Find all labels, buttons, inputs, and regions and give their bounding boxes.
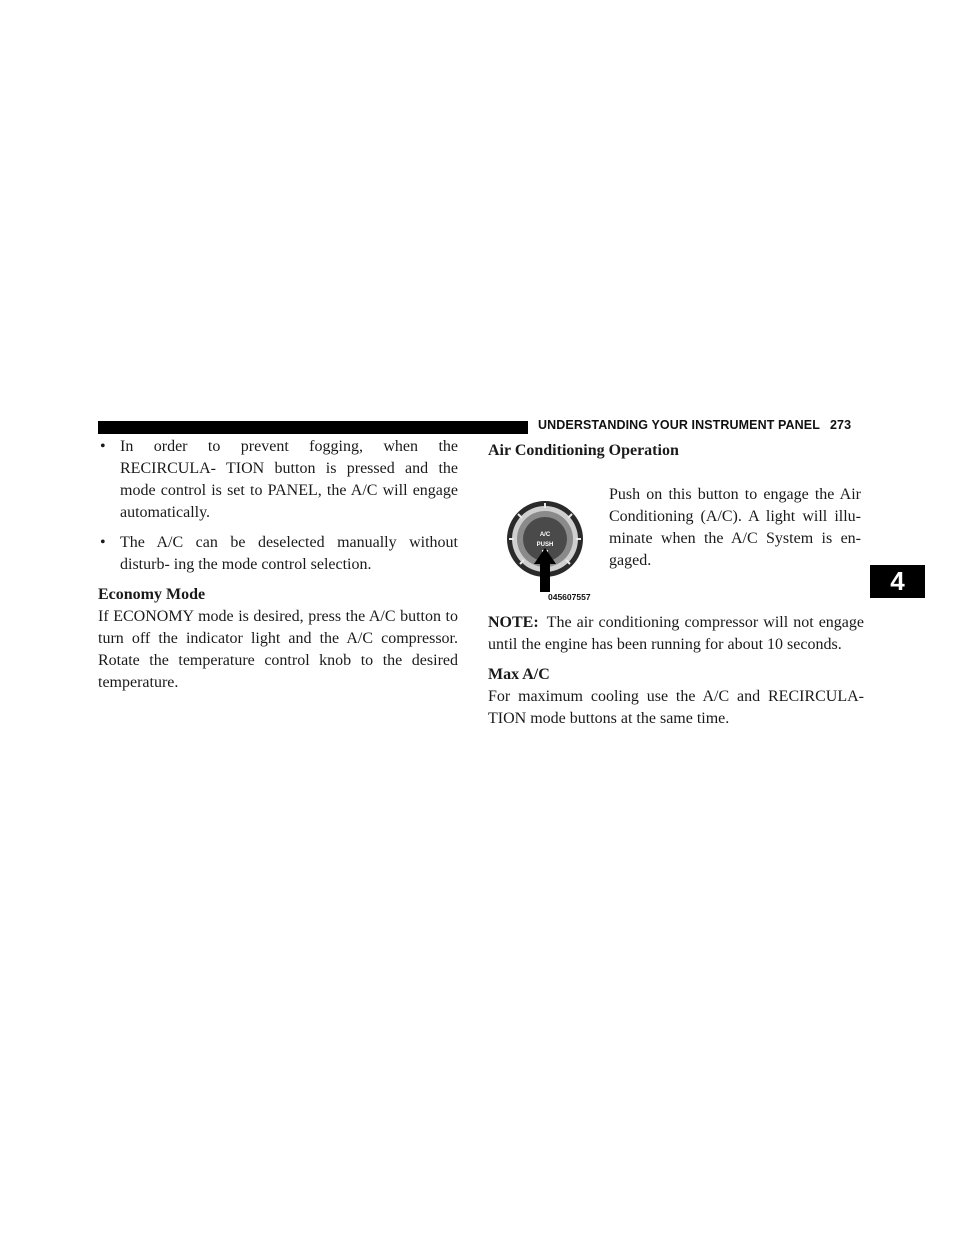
chapter-tab: 4 xyxy=(870,565,925,598)
ac-paragraph: Push on this button to engage the Air Conditioning (A/C). A light will illu- minate when the A/C System is en- gaged. xyxy=(609,486,861,569)
note-label: NOTE: xyxy=(488,614,539,631)
bullet-item xyxy=(98,532,458,576)
ac-figure-row xyxy=(488,462,864,604)
bullet-icon: • xyxy=(100,438,106,455)
bullet-text: The A/C can be deselected manually without disturb- ing the mode control selection. xyxy=(120,534,458,573)
economy-paragraph: If ECONOMY mode is desired, press the A/C button to turn off the indicator light and the A/C compressor. Rotate the temperature control knob to the desired temperature. xyxy=(98,608,458,691)
left-column xyxy=(98,436,458,694)
bullet-text: In order to prevent fogging, when the RECIRCULA- TION button is pressed and the mode control is set to PANEL, the A/C will engage automatically. xyxy=(120,438,458,521)
button-label-top: A/C xyxy=(539,532,551,538)
note-text: The air conditioning compressor will not engage until the engine has been running for about 10 seconds. xyxy=(488,614,864,653)
economy-heading: Economy Mode xyxy=(98,586,206,603)
right-column xyxy=(488,440,864,730)
note xyxy=(488,612,864,656)
button-label-bottom: PUSH xyxy=(536,542,554,548)
running-header xyxy=(538,418,851,432)
ac-heading: Air Conditioning Operation xyxy=(488,442,679,459)
maxac-paragraph: For maximum cooling use the A/C and RECIRCULA- TION mode buttons at the same time. xyxy=(488,688,864,727)
header-rule xyxy=(98,421,528,434)
bullet-item xyxy=(98,436,458,524)
section-title: UNDERSTANDING YOUR INSTRUMENT PANEL xyxy=(538,418,820,432)
figure-id: 045607557 xyxy=(548,592,591,602)
bullet-icon: • xyxy=(100,534,106,551)
maxac-heading: Max A/C xyxy=(488,666,550,683)
page-number: 273 xyxy=(829,418,852,432)
